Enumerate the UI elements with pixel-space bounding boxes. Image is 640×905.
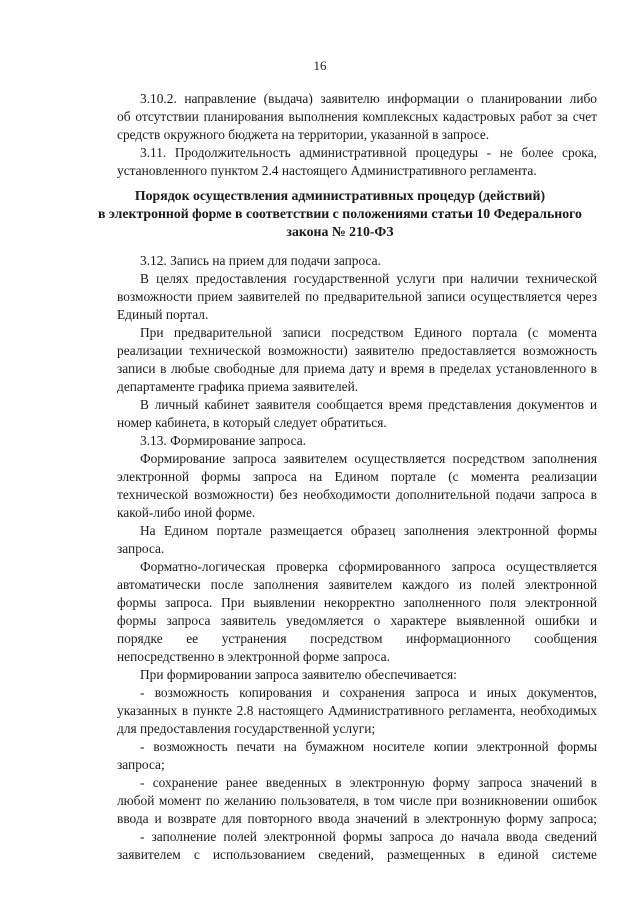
text-line: В целях предоставления государственной услуги при наличии технической (140, 271, 597, 286)
text-line: департаменте графика приема заявителей. (117, 379, 359, 394)
text-line: формы запроса заявитель уведомляется о характере выявленной ошибки и (117, 613, 597, 628)
text-line: автоматически после заполнения заявителем каждого из полей электронной (117, 577, 597, 592)
text-line: возможности прием заявителей по предварительной записи осуществляется через (117, 289, 597, 304)
text-line: указанных в пункте 2.8 настоящего Административного регламента, необходимых (117, 703, 597, 718)
text-line: ввода и возврате для повторного ввода значений в электронную форму запроса; (117, 811, 597, 826)
section-heading: Порядок осуществления административных процедур (действий) (134, 188, 546, 203)
section-heading: закона № 210-ФЗ (286, 224, 394, 239)
text-line: - возможность печати на бумажном носителе копии электронной формы (140, 739, 597, 754)
text-line: 3.13. Формирование запроса. (140, 433, 306, 448)
text-line: какой-либо иной форме. (117, 505, 256, 520)
text-line: реализации технической возможности) заявителю предоставляется возможность (117, 343, 597, 358)
text-line: запроса. (117, 541, 165, 556)
text-line: - сохранение ранее введенных в электронную форму запроса значений в (140, 775, 597, 790)
text-line: любой момент по желанию пользователя, в том числе при возникновении ошибок (117, 793, 597, 808)
text-line: - возможность копирования и сохранения запроса и иных документов, (140, 685, 597, 700)
text-line: технической возможности) без необходимости дополнительной подачи запроса в (117, 487, 597, 502)
text-line: 3.10.2. направление (выдача) заявителю информации о планировании либо (140, 91, 597, 106)
text-line: номер кабинета, в который следует обратиться. (117, 415, 387, 430)
text-line: запроса; (117, 757, 165, 772)
text-line: порядке ее устранения посредством информационного сообщения (117, 631, 597, 646)
text-line: При предварительной записи посредством Единого портала (с момента (140, 325, 597, 340)
text-line: непосредственно в электронной форме запроса. (117, 649, 390, 664)
text-line: записи в любые свободные для приема дату и время в пределах установленного в (117, 361, 597, 376)
text-line: об отсутствии планирования выполнения комплексных кадастровых работ за счет (117, 109, 597, 124)
text-line: В личный кабинет заявителя сообщается время представления документов и (140, 397, 597, 412)
page-number: 16 (313, 58, 327, 73)
text-line: Единый портал. (117, 307, 209, 322)
text-line: заявителем с использованием сведений, размещенных в единой системе (117, 847, 597, 862)
text-line: установленного пунктом 2.4 настоящего Административного регламента. (117, 163, 537, 178)
text-line: На Едином портале размещается образец заполнения электронной формы (140, 523, 597, 538)
text-line: Формирование запроса заявителем осуществляется посредством заполнения (140, 451, 597, 466)
text-line: Форматно-логическая проверка сформированного запроса осуществляется (140, 559, 597, 574)
text-line: формы запроса. При выявлении некорректно заполненного поля электронной (117, 595, 597, 610)
text-line: средств окружного бюджета на территории, указанной в запросе. (117, 127, 490, 142)
text-line: При формировании запроса заявителю обеспечивается: (140, 667, 457, 682)
text-line: - заполнение полей электронной формы запроса до начала ввода сведений (140, 829, 597, 844)
text-line: для предоставления государственной услуги; (117, 721, 376, 736)
text-line: 3.12. Запись на прием для подачи запроса. (140, 253, 381, 268)
text-line: 3.11. Продолжительность административной процедуры - не более срока, (140, 145, 597, 160)
section-heading: в электронной форме в соответствии с положениями статьи 10 Федерального (98, 206, 582, 221)
text-line: электронной формы запроса на Едином портале (с момента реализации (117, 469, 597, 484)
